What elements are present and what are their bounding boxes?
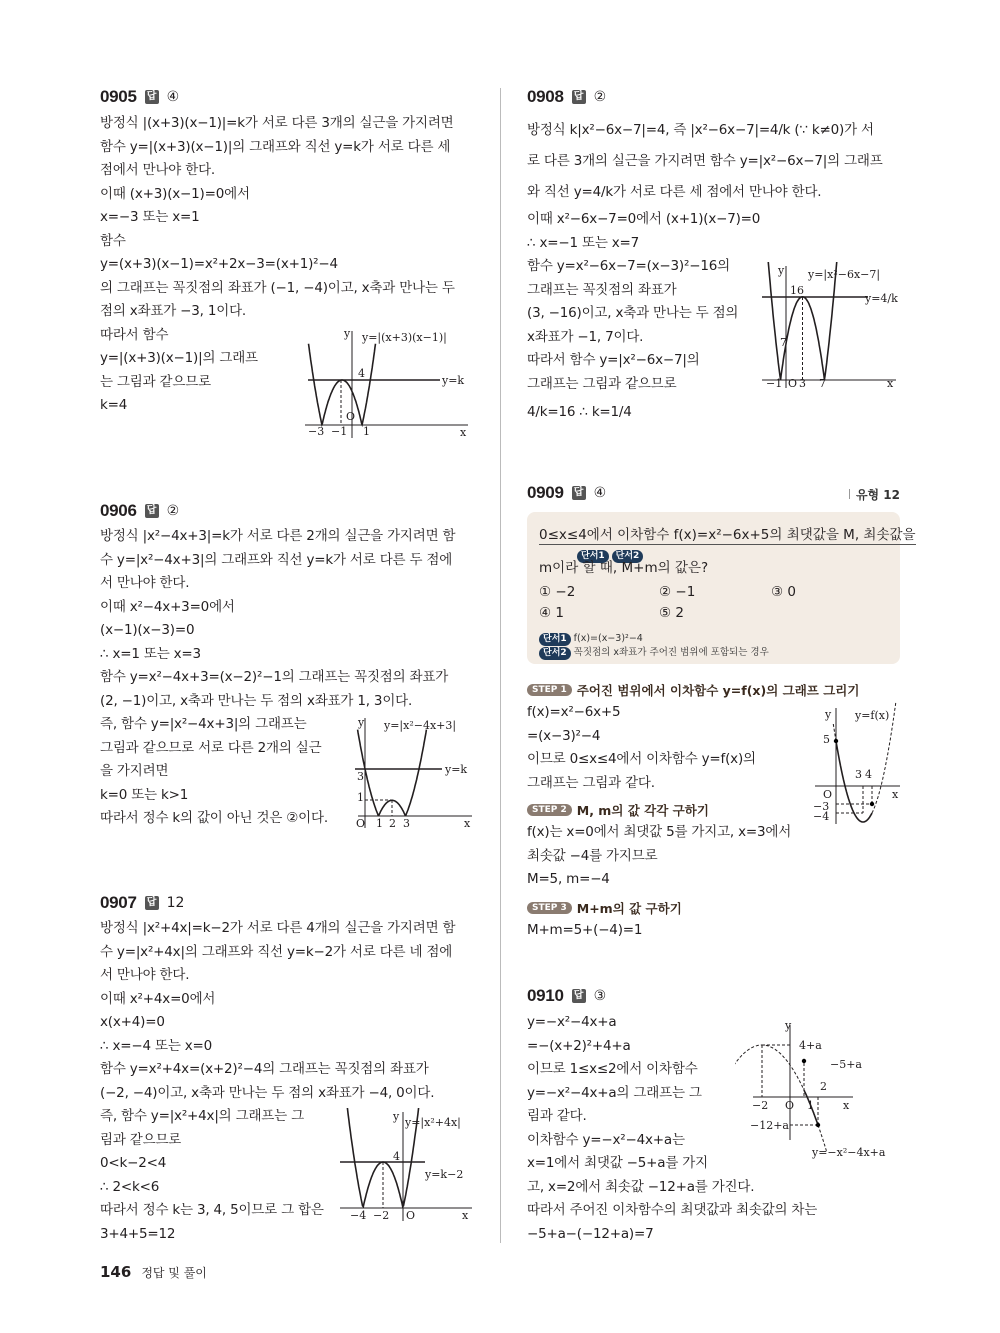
x-label: x xyxy=(892,788,899,801)
text-line: 방정식 |(x+3)(x−1)|=k가 서로 다른 3개의 실근을 가지려면 xyxy=(100,115,454,131)
answer: 12 xyxy=(166,895,185,911)
step-title: 주어진 범위에서 이차함수 y=f(x)의 그래프 그리기 xyxy=(576,683,860,698)
text-line: 이때 x²−4x+3=0에서 xyxy=(100,598,235,615)
text-line: 점에서 만나야 한다. xyxy=(100,162,216,178)
text-line: 는 그림과 같으므로 xyxy=(100,373,211,390)
question-line-2: m이라 할 때, M+m의 값은? xyxy=(539,560,709,576)
text-line: f(x)=x²−6x+5 xyxy=(527,704,621,720)
problem-header-0905 xyxy=(100,87,179,107)
answer-icon: 답 xyxy=(145,896,159,910)
text-line: 따라서 함수 xyxy=(100,326,169,343)
problem-number: 0907 xyxy=(100,893,137,912)
text-line: 4/k=16 ∴ k=1/4 xyxy=(527,404,632,420)
problem-number: 0905 xyxy=(100,87,137,106)
line-label: y=4/k xyxy=(865,292,898,305)
text-line: 수 y=|x²−4x+3|의 그래프와 직선 y=k가 서로 다른 두 점에 xyxy=(100,551,453,568)
tick-label: 3 xyxy=(403,817,410,830)
origin-label: O xyxy=(406,1209,416,1222)
tick-label: 3 xyxy=(357,770,364,783)
tick-label: 4 xyxy=(358,367,365,380)
tick-label: −12+a xyxy=(750,1119,789,1132)
text-line: 그래프는 꼭짓점의 좌표가 xyxy=(527,281,677,298)
tick-label: 1 xyxy=(807,1099,814,1112)
text-line: 와 직선 y=4/k가 서로 다른 세 점에서 만나야 한다. xyxy=(527,184,822,200)
choice-4[interactable]: ④ 1 xyxy=(539,605,564,621)
answer-icon: 답 xyxy=(145,504,159,518)
tick-label: 3 xyxy=(799,377,806,390)
tick-label: 2 xyxy=(389,817,396,830)
choice-5[interactable]: ⑤ 2 xyxy=(659,605,684,621)
text-line: ∴ x=−4 또는 x=0 xyxy=(100,1037,213,1054)
text-line: =(x−3)²−4 xyxy=(527,727,601,744)
line-label: y=k−2 xyxy=(425,1168,464,1181)
y-label: y xyxy=(825,708,832,721)
text-line: y=|(x+3)(x−1)|의 그래프 xyxy=(100,350,258,366)
graph-0910 xyxy=(735,1015,905,1163)
text-line: 림과 같으므로 xyxy=(100,1131,182,1148)
text-line: 서 만나야 한다. xyxy=(100,575,190,591)
tick-label: 1 xyxy=(357,791,364,804)
answer-icon: 답 xyxy=(145,90,159,104)
text-line: 따라서 함수 y=|x²−6x−7|의 xyxy=(527,352,700,368)
text-line: 을 가지려면 xyxy=(100,763,169,779)
graph-0907 xyxy=(335,1108,480,1223)
text-line: M+m=5+(−4)=1 xyxy=(527,922,643,938)
page-footer xyxy=(100,1263,207,1281)
text-line: 방정식 |x²−4x+3|=k가 서로 다른 2개의 실근을 가지려면 함 xyxy=(100,528,456,544)
text-line: 이므로 1≤x≤2에서 이차함수 xyxy=(527,1061,698,1077)
choice-2[interactable]: ② −1 xyxy=(659,584,696,600)
clue-badge: 단서2 xyxy=(539,647,571,660)
answer: ④ xyxy=(593,485,607,501)
y-label: y xyxy=(785,1019,792,1032)
point-marker xyxy=(870,802,874,806)
text-line: x=−3 또는 x=1 xyxy=(100,209,200,225)
point-marker xyxy=(834,739,838,743)
origin-label: O xyxy=(788,377,798,390)
text-line: 그림과 같으므로 서로 다른 2개의 실근 xyxy=(100,739,322,756)
text-line: 고, x=2에서 최솟값 −12+a를 가진다. xyxy=(527,1178,755,1195)
text-line: 3+4+5=12 xyxy=(100,1225,176,1242)
y-label: y xyxy=(778,264,785,277)
tick-label: −4 xyxy=(350,1209,367,1222)
problem-header-0910 xyxy=(527,986,606,1006)
page-number: 146 xyxy=(100,1263,132,1281)
tick-label: 7 xyxy=(819,377,826,390)
problem-header-0908 xyxy=(527,87,606,107)
step-3-heading xyxy=(527,899,682,917)
curve-label: y=|x²−4x+3| xyxy=(384,719,457,732)
answer-icon: 답 xyxy=(572,989,586,1003)
origin-label: O xyxy=(823,788,833,801)
problem-header-0907 xyxy=(100,893,184,913)
y-label: y xyxy=(344,327,351,340)
problem-header-0909 xyxy=(527,483,606,503)
text-line: 이때 x²+4x=0에서 xyxy=(100,990,216,1007)
answer-icon: 답 xyxy=(572,486,586,500)
curve xyxy=(836,741,872,822)
graph-0908 xyxy=(760,262,905,392)
text-line: 그래프는 그림과 같다. xyxy=(527,774,655,791)
problem-number: 0906 xyxy=(100,501,137,520)
text-line: k=0 또는 k>1 xyxy=(100,786,189,803)
tick-label: −1 xyxy=(766,377,783,390)
text-line: =−(x+2)²+4+a xyxy=(527,1037,631,1054)
tick-label: 16 xyxy=(790,284,804,297)
curve-label: y=|x²+4x| xyxy=(405,1116,461,1129)
point-marker xyxy=(816,1123,820,1127)
text-line: −5+a−(−12+a)=7 xyxy=(527,1225,654,1242)
choice-3[interactable]: ③ 0 xyxy=(771,584,796,600)
text-line: 방정식 k|x²−6x−7|=4, 즉 |x²−6x−7|=4/k (∵ k≠0)가 서 xyxy=(527,122,874,138)
tick-label: −4 xyxy=(813,810,830,823)
answer: ④ xyxy=(166,89,180,105)
type-tag: 유형 12 xyxy=(849,486,900,503)
text-line: (3, −16)이고, x축과 만나는 두 점의 xyxy=(527,305,739,321)
text-line: (2, −1)이고, x축과 만나는 두 점의 x좌표가 1, 3이다. xyxy=(100,692,413,709)
text-line: 즉, 함수 y=|x²−4x+3|의 그래프는 xyxy=(100,716,307,732)
line-label: y=k xyxy=(442,374,465,387)
text-line: 의 그래프는 꼭짓점의 좌표가 (−1, −4)이고, x축과 만나는 두 xyxy=(100,279,455,296)
y-label: y xyxy=(358,716,365,729)
answer: ② xyxy=(593,89,607,105)
graph-0906 xyxy=(340,712,480,832)
text-line: 이므로 0≤x≤4에서 이차함수 y=f(x)의 xyxy=(527,751,756,767)
origin-label: O xyxy=(785,1099,795,1112)
origin-label: O xyxy=(356,817,366,830)
tick-label: 4 xyxy=(393,1150,400,1163)
text-line: 점의 x좌표가 −3, 1이다. xyxy=(100,303,247,319)
step-1-heading xyxy=(527,681,859,699)
text-line: y=−x²−4x+a xyxy=(527,1014,617,1030)
question-box xyxy=(527,512,916,664)
tick-label: 1 xyxy=(363,425,370,438)
text-line: x(x+4)=0 xyxy=(100,1014,165,1030)
tick-label: 3 xyxy=(855,768,862,781)
text-line: (−2, −4)이고, x축과 만나는 두 점의 x좌표가 −4, 0이다. xyxy=(100,1084,435,1101)
curve xyxy=(309,344,376,425)
footer-label: 정답 및 풀이 xyxy=(141,1266,207,1280)
text-line: 함수 y=x²−4x+3=(x−2)²−1의 그래프는 꼭짓점의 좌표가 xyxy=(100,669,449,685)
tick-label: 4 xyxy=(865,768,872,781)
answer: ③ xyxy=(593,988,607,1004)
text-line: 따라서 정수 k는 3, 4, 5이므로 그 합은 xyxy=(100,1202,324,1218)
answer-icon: 답 xyxy=(572,90,586,104)
text-line: 이때 (x+3)(x−1)=0에서 xyxy=(100,185,250,202)
text-line: (x−1)(x−3)=0 xyxy=(100,622,195,638)
clue-badge: 단서1 xyxy=(539,633,571,646)
text-line: 따라서 정수 k의 값이 아닌 것은 ②이다. xyxy=(100,810,328,826)
text-line: 함수 xyxy=(100,232,126,249)
x-label: x xyxy=(887,377,894,390)
step-title: M+m의 값 구하기 xyxy=(576,901,682,916)
step-badge: STEP 3 xyxy=(527,902,572,914)
step-2-heading xyxy=(527,801,709,819)
text-line: k=4 xyxy=(100,397,128,413)
tick-label: −2 xyxy=(373,1209,390,1222)
text-line: 림과 같다. xyxy=(527,1108,587,1124)
tick-label: −2 xyxy=(752,1099,769,1112)
hint-2 xyxy=(539,640,769,660)
text-line: x=1에서 최댓값 −5+a를 가지 xyxy=(527,1155,708,1171)
text-line: ∴ 2<k<6 xyxy=(100,1178,160,1195)
tick-label: −3 xyxy=(813,800,830,813)
text-line: 로 다른 3개의 실근을 가지려면 함수 y=|x²−6x−7|의 그래프 xyxy=(527,153,883,169)
text-line: x좌표가 −1, 7이다. xyxy=(527,328,644,345)
step-2-lines xyxy=(527,821,791,892)
question-line-1: 0≤x≤4에서 이차함수 f(x)=x²−6x+5의 최댓값을 M, 최솟값을 xyxy=(539,523,916,545)
problem-number: 0910 xyxy=(527,986,564,1005)
text-line: y=(x+3)(x−1)=x²+2x−3=(x+1)²−4 xyxy=(100,256,338,272)
tick-label: −3 xyxy=(308,425,325,438)
step-title: M, m의 값 각각 구하기 xyxy=(576,803,709,818)
text-line: 이때 x²−6x−7=0에서 (x+1)(x−7)=0 xyxy=(527,211,761,227)
step-1-lines xyxy=(527,701,756,795)
graph-0909 xyxy=(805,702,905,827)
origin-label: O xyxy=(346,410,356,423)
text-line: 방정식 |x²+4x|=k−2가 서로 다른 4개의 실근을 가지려면 함 xyxy=(100,920,456,936)
text-line: 함수 y=|(x+3)(x−1)|의 그래프와 직선 y=k가 서로 다른 세 xyxy=(100,138,451,155)
column-divider xyxy=(500,88,501,1243)
x-label: x xyxy=(462,1209,469,1222)
text-line: ∴ x=−1 또는 x=7 xyxy=(527,234,640,251)
y-label: y xyxy=(393,1110,400,1123)
clue-badge: 단서2 xyxy=(612,550,644,563)
graph-0905 xyxy=(300,325,480,440)
x-label: x xyxy=(460,426,467,439)
clue-badge: 단서1 xyxy=(577,550,609,563)
tick-label: −5+a xyxy=(830,1058,862,1071)
x-label: x xyxy=(843,1099,850,1112)
text-line: 최솟값 −4를 가지므로 xyxy=(527,847,658,864)
curve-label: y=|x²−6x−7| xyxy=(808,268,881,281)
curve-label: y=f(x) xyxy=(855,709,890,722)
text-line: 즉, 함수 y=|x²+4x|의 그래프는 그 xyxy=(100,1108,304,1124)
step-3-lines xyxy=(527,919,642,943)
text-line: y=−x²−4x+a의 그래프는 그 xyxy=(527,1084,702,1101)
answer: ② xyxy=(166,503,180,519)
tick-label: −1 xyxy=(331,425,348,438)
problem-header-0906 xyxy=(100,501,179,521)
text-line: 0<k−2<4 xyxy=(100,1155,167,1171)
text-line: 그래프는 그림과 같으므로 xyxy=(527,375,677,392)
curve-label: y=|(x+3)(x−1)| xyxy=(362,331,447,344)
point-marker xyxy=(802,1059,806,1063)
curve xyxy=(735,1045,804,1090)
text-line: M=5, m=−4 xyxy=(527,871,610,887)
tick-label: 7 xyxy=(780,336,787,349)
text-line: 따라서 주어진 이차함수의 최댓값과 최솟값의 차는 xyxy=(527,1202,818,1218)
tick-label: 1 xyxy=(376,817,383,830)
text-line: 함수 y=x²−6x−7=(x−3)²−16의 xyxy=(527,258,730,274)
step-badge: STEP 1 xyxy=(527,684,572,696)
tick-label: 5 xyxy=(823,733,830,746)
problem-number: 0909 xyxy=(527,483,564,502)
x-label: x xyxy=(464,817,471,830)
step-badge: STEP 2 xyxy=(527,804,572,816)
problem-number: 0908 xyxy=(527,87,564,106)
curve-label: y=−x²−4x+a xyxy=(812,1146,886,1159)
tick-label: 2 xyxy=(820,1080,827,1093)
text-line: 서 만나야 한다. xyxy=(100,967,190,983)
hint-text: f(x)=(x−3)²−4 xyxy=(573,633,643,644)
choice-1[interactable]: ① −2 xyxy=(539,584,576,600)
text-line: 이차함수 y=−x²−4x+a는 xyxy=(527,1131,685,1148)
tick-label: 4+a xyxy=(799,1039,822,1052)
text-line: f(x)는 x=0에서 최댓값 5를 가지고, x=3에서 xyxy=(527,824,792,840)
line-label: y=k xyxy=(445,763,468,776)
text-line: 함수 y=x²+4x=(x+2)²−4의 그래프는 꼭짓점의 좌표가 xyxy=(100,1061,429,1077)
text-line: 수 y=|x²+4x|의 그래프와 직선 y=k−2가 서로 다른 네 점에 xyxy=(100,943,453,960)
hint-text: 꼭짓점의 x좌표가 주어진 범위에 포함되는 경우 xyxy=(573,647,769,658)
text-line: ∴ x=1 또는 x=3 xyxy=(100,645,201,662)
